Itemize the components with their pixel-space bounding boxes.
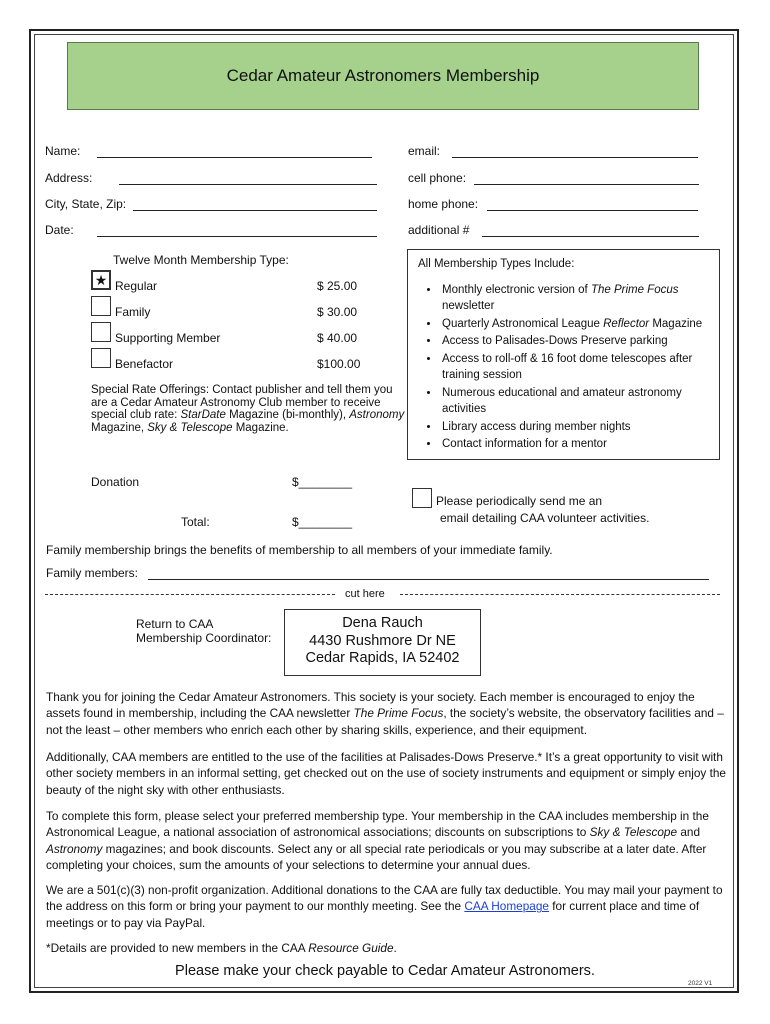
membership-heading: Twelve Month Membership Type: bbox=[113, 253, 289, 267]
name-field[interactable] bbox=[97, 157, 372, 158]
facilities-paragraph: Additionally, CAA members are entitled to the use of the facilities at Palisades-Dows Preserve.* It’s a great opportunity to visit with other society members in an informal setting, get checked out on the use of society instruments and equipment or simply enjoy the beauty of the night sky with other enthusiasts. bbox=[46, 750, 726, 797]
additional-field[interactable] bbox=[482, 236, 699, 237]
family-fee: $ 30.00 bbox=[317, 305, 358, 319]
benefactor-fee: $100.00 bbox=[317, 357, 361, 371]
return-label-2: Membership Coordinator: bbox=[136, 631, 272, 645]
list-item: • Access to Palisades-Dows Preserve parking bbox=[440, 333, 715, 349]
list-item: • Quarterly Astronomical League Reflector Magazine bbox=[440, 316, 715, 332]
volunteer-line1: Please periodically send me an bbox=[436, 494, 603, 508]
list-item: • Library access during member nights bbox=[440, 419, 715, 435]
email-label: email: bbox=[408, 144, 441, 158]
footnote: *Details are provided to new members in the CAA Resource Guide. bbox=[46, 941, 397, 955]
version-label: 2022 V1 bbox=[688, 980, 713, 987]
list-item: • Monthly electronic version of The Prime Focus newsletter bbox=[440, 282, 715, 314]
includes-box bbox=[407, 249, 720, 460]
total-field[interactable]: $________ bbox=[292, 515, 353, 529]
special-rate-text: Special Rate Offerings: Contact publisher and tell them you are a Cedar Amateur Astronomy Club member to receive special club rate: StarDate Magazine (bi-monthly), Astronomy Magazine, Sky & Telescope Magazine. bbox=[91, 384, 405, 434]
donation-label: Donation bbox=[91, 475, 140, 489]
family-members-label: Family members: bbox=[46, 566, 139, 580]
benefactor-checkbox[interactable] bbox=[91, 348, 111, 368]
cut-line-right bbox=[400, 594, 720, 595]
list-item: • Contact information for a mentor bbox=[440, 436, 715, 452]
total-label: Total: bbox=[181, 515, 210, 529]
return-name: Dena Rauch bbox=[342, 615, 423, 631]
address-label: Address: bbox=[45, 171, 93, 185]
list-item: • Access to roll-off & 16 foot dome telescopes after training session bbox=[440, 351, 715, 383]
family-members-field[interactable] bbox=[148, 579, 709, 580]
nonprofit-paragraph: We are a 501(c)(3) non-profit organization. Additional donations to the CAA are fully tax deductible. You may mail your payment to the address on this form or bring your payment to our monthly meeting. See the CAA Homepage for current place and time of meetings or to pay via PayPal. bbox=[46, 883, 723, 930]
home-field[interactable] bbox=[487, 210, 698, 211]
instructions-paragraph: To complete this form, please select your preferred membership type. Your membership in the CAA includes membership in the Astronomical League, a national association of astronomical associations; discounts on subscriptions to Sky & Telescope and Astronomy magazines; and book discounts. Select any or all special rate periodicals or you may subscribe at a later date. After completing your choices, sum the amounts of your selections to determine your annual dues. bbox=[46, 809, 709, 873]
caa-homepage-link[interactable]: CAA Homepage bbox=[464, 899, 549, 914]
thank-you-paragraph: Thank you for joining the Cedar Amateur Astronomers. This society is your society. Each member is encouraged to enjoy the assets found in membership, including the CAA newsletter The Prime Focus, the society’s website, the observatory facilities and – not the least – other members who enrich each other by sharing skills, experience, and their equipment. bbox=[46, 690, 724, 737]
form-title: Cedar Amateur Astronomers Membership bbox=[67, 42, 699, 110]
address-field[interactable] bbox=[119, 184, 377, 185]
check-payable-note: Please make your check payable to Cedar Amateur Astronomers. bbox=[175, 963, 595, 979]
regular-label: Regular bbox=[115, 279, 158, 293]
additional-label: additional # bbox=[408, 223, 470, 237]
donation-field[interactable]: $________ bbox=[292, 475, 353, 489]
return-label-1: Return to CAA bbox=[136, 617, 214, 631]
family-checkbox[interactable] bbox=[91, 296, 111, 316]
supporting-label: Supporting Member bbox=[115, 331, 221, 345]
cut-line-left bbox=[45, 594, 335, 595]
return-street: 4430 Rushmore Dr NE bbox=[309, 632, 456, 649]
volunteer-line2: email detailing CAA volunteer activities. bbox=[440, 511, 650, 525]
cell-label: cell phone: bbox=[408, 171, 467, 185]
includes-list bbox=[416, 282, 715, 454]
cell-field[interactable] bbox=[474, 184, 699, 185]
email-field[interactable] bbox=[452, 157, 698, 158]
cut-here-label: cut here bbox=[345, 588, 385, 600]
supporting-checkbox[interactable] bbox=[91, 322, 111, 342]
family-label: Family bbox=[115, 305, 151, 319]
includes-heading: All Membership Types Include: bbox=[418, 258, 575, 270]
date-field[interactable] bbox=[97, 236, 377, 237]
home-label: home phone: bbox=[408, 197, 479, 211]
city-label: City, State, Zip: bbox=[45, 197, 127, 211]
family-note: Family membership brings the benefits of membership to all members of your immediate family. bbox=[46, 543, 553, 557]
return-city: Cedar Rapids, IA 52402 bbox=[305, 650, 460, 666]
name-label: Name: bbox=[45, 144, 81, 158]
supporting-fee: $ 40.00 bbox=[317, 331, 358, 345]
benefactor-label: Benefactor bbox=[115, 357, 174, 371]
return-address-box bbox=[284, 609, 481, 676]
date-label: Date: bbox=[45, 223, 74, 237]
volunteer-checkbox[interactable] bbox=[412, 488, 432, 508]
list-item: • Numerous educational and amateur astronomy activities bbox=[440, 385, 715, 417]
regular-fee: $ 25.00 bbox=[317, 279, 358, 293]
city-field[interactable] bbox=[133, 210, 377, 211]
regular-checkbox[interactable]: ★ bbox=[91, 270, 111, 290]
